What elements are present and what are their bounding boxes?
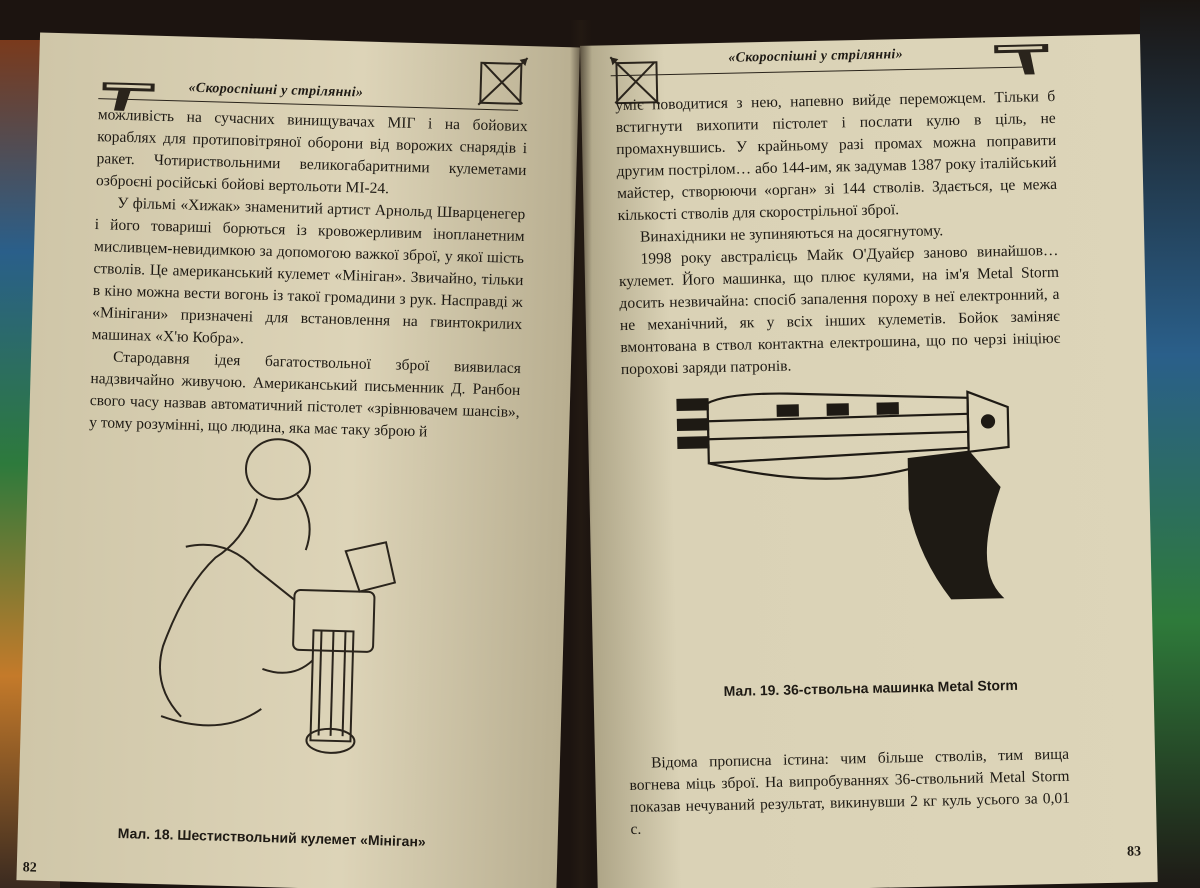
pistol-icon — [990, 40, 1051, 81]
minigun-illustration — [140, 426, 449, 774]
right-header-rule — [611, 66, 1031, 76]
crossed-arrows-icon — [476, 53, 531, 108]
left-running-header: «Скороспішні у стрілянні» — [188, 80, 364, 101]
left-paragraph-3: Стародавня ідея багатоствольної зброї виявилася надзвичайно живучою. Американський письменник Д. Ранбон свого часу назвав автоматичний пістолет «зрівнювачем шансів», у тому розумінні, що людина, яка має таку зброю й — [88, 348, 522, 441]
right-paragraph-1: уміє поводитися з нею, напевно вийде переможцем. Тільки б встигнути вихопити пістолет і послати кулю в ціль, не промахнувшись. У крайньому разі промах можна поправити другим пострілом… або 144-им, як задумав 1387 року італійський майстер, створюючи «орган» зі 144 стволів. Здається, це межа кількості стволів для скорострільної зброї. — [615, 87, 1058, 225]
right-paragraph-2: Винахідники не зупиняються на досягнутому. — [639, 222, 944, 246]
left-paragraph-1: можливість на сучасних винищувачах МІГ і на бойових кораблях для протиповітряної оборони від ворожих снарядів і ракет. Чотириствольними великогабаритними кулеметами озброєні російські бойові вертольоти МІ-24. — [95, 106, 528, 198]
right-figure-caption: Мал. 19. 36-ствольна машинка Metal Storm — [723, 676, 1018, 699]
right-body-text-bottom — [629, 744, 1071, 841]
right-body-text-top — [615, 86, 1061, 381]
right-page — [580, 34, 1158, 888]
metal-storm-illustration — [667, 366, 1052, 614]
left-body-text — [89, 104, 528, 446]
right-running-header: «Скороспішні у стрілянні» — [728, 47, 904, 66]
book-gutter — [570, 20, 592, 888]
left-figure-caption: Мал. 18. Шестиствольний кулемет «Мініган» — [117, 824, 426, 850]
left-page — [16, 32, 579, 888]
right-paragraph-3: 1998 року австралієць Майк О'Дуайєр заново винайшов… кулемет. Його машинка, що плює кулями, на ім'я Metal Storm досить незвичайна: спосіб запалення пороху в неї електронний, а не механічний, як у всіх інших кулеметів. Бойок заміняє вмонтована в ствол контактна електрошина, що по черзі ініціює порохові заряди патронів. — [618, 241, 1061, 379]
left-paragraph-2: У фільмі «Хижак» знаменитий артист Арнольд Шварценегер і його товариші борються із кровожерливим інопланетним мисливцем-невидимкою за допомогою важкої зброї, у якої шість стволів. Це американський кулемет «Мініган». Звичайно, тільки в кіно можна вести вогонь із такої громадини з рук. Насправді ж «Мінігани» призначені для встановлення на гвинтокрилих машинах «Х'ю Кобра». — [91, 194, 526, 348]
left-page-number: 82 — [22, 860, 37, 876]
right-paragraph-bottom: Відома прописна істина: чим більше стволів, тим вища вогнева міць зброї. На випробуваннях 36-ствольний Metal Storm показав нечуваний результат, викинувши 2 кг куль усього за 0,01 с. — [629, 745, 1071, 838]
right-page-number: 83 — [1126, 844, 1142, 860]
